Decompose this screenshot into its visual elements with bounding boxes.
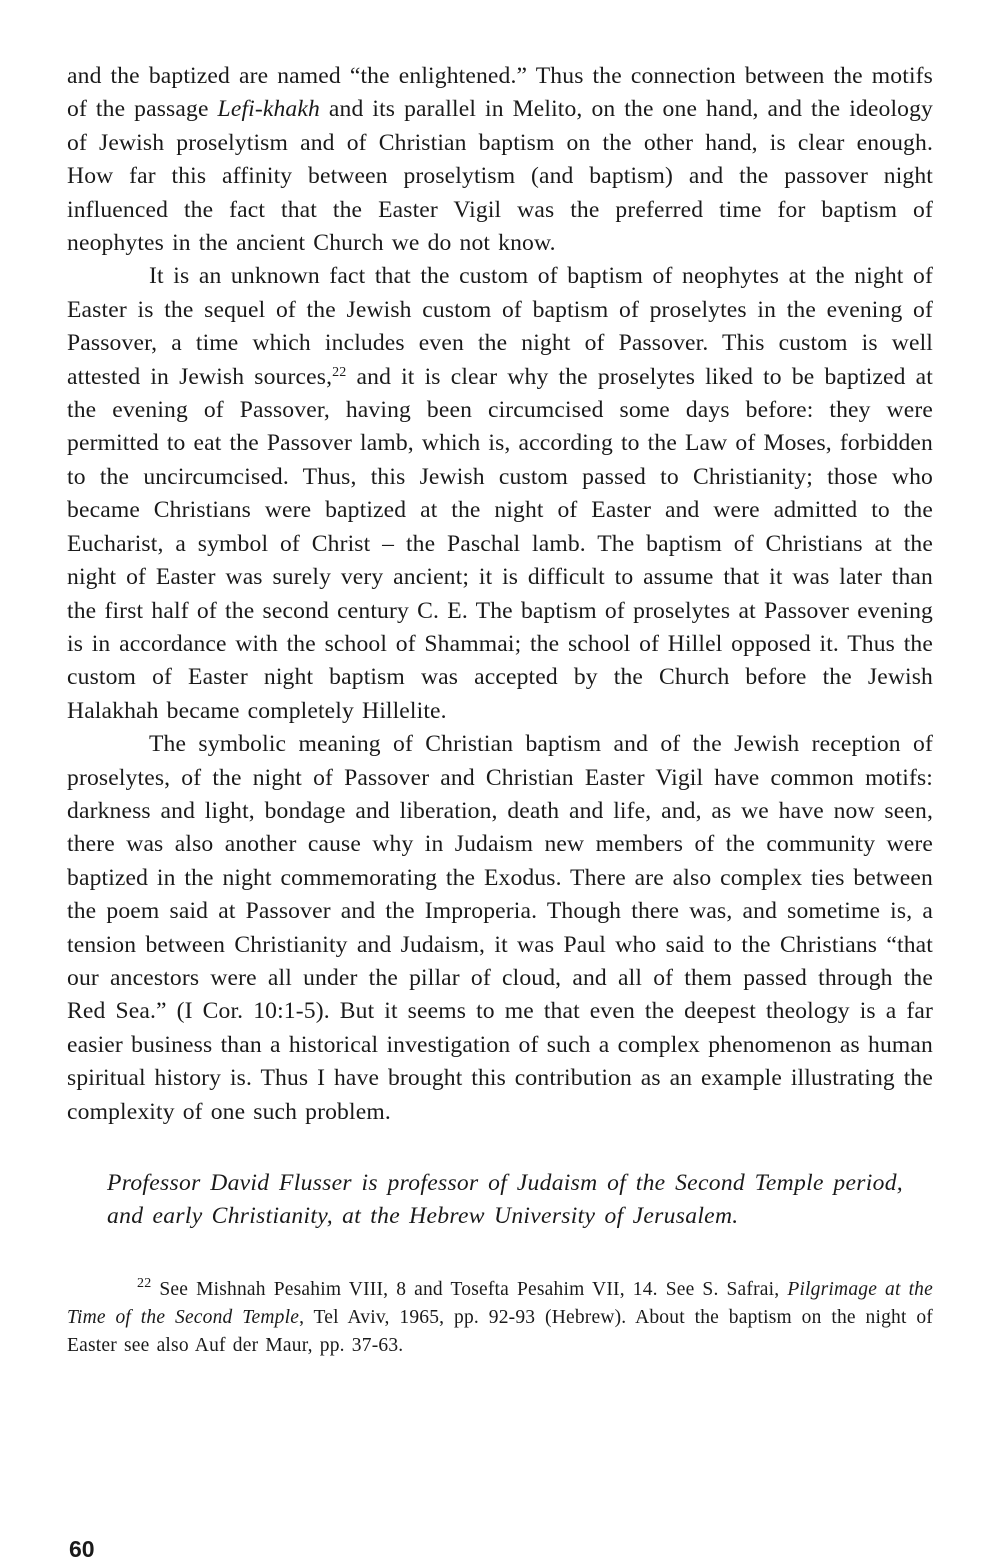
paragraph-3 [67,728,933,1129]
paragraph-2 [67,260,933,728]
footnote [67,1276,933,1360]
text-run: and its parallel in Melito, on the one hand, and the ideology of Jewish proselytism and of Christian baptism on the other hand, is clear enough. How far this affinity between proselytism (and baptism) and the passover night influenced the fact that the Easter Vigil was the preferred time for baptism of neophytes in the ancient Church we do not know. [67,96,933,257]
page-number: 60 [69,1536,95,1562]
text-run: It is an unknown fact that the custom of baptism of neophytes at the night of Easter is the sequel of the Jewish custom of baptism of proselytes in the evening of Passover, a time which includes even the night of Passover. This custom is well attested in Jewish sources, [67,263,933,390]
paragraph-1 [67,60,933,260]
passage-title: Lefi-khakh [217,96,320,123]
footnote-reference: 22 [332,364,347,380]
footnote-marker: 22 [137,1275,152,1291]
text-run: See Mishnah Pesahim VIII, 8 and Tosefta Pesahim VII, 14. See S. Safrai, [151,1278,788,1300]
text-run: and it is clear why the proselytes liked to be baptized at the evening of Passover, having been circumcised some days before: they were permitted to eat the Passover lamb, which is, according to the Law of Moses, forbidden to the uncircumcised. Thus, this Jewish custom passed to Christianity; those who became Christians were baptized at the night of Easter and were admitted to the Eucharist, a symbol of Christ – the Paschal lamb. The baptism of Christians at the night of Easter was surely very ancient; it is difficult to assume that it was later than the first half of the second century C. E. The baptism of proselytes at Passover evening is in accordance with the school of Shammai; the school of Hillel opposed it. Thus the custom of Easter night baptism was accepted by the Church before the Jewish Halakhah became completely Hillelite. [67,363,933,724]
text-run: The symbolic meaning of Christian baptism and of the Jewish reception of proselytes, of the night of Passover and Christian Easter Vigil have common motifs: darkness and light, bondage and liberation, death and life, and, as we have now seen, there was also another cause why in Judaism new members of the community were baptized in the night commemorating the Exodus. There are also complex ties between the poem said at Passover and the Improperia. Though there was, and sometime is, a tension between Christianity and Judaism, it was Paul who said to the Christians “that our ancestors were all under the pillar of cloud, and all of them passed through the Red Sea.” (I Cor. 10:1-5). But it seems to me that even the deepest theology is a far easier business than a historical investigation of such a complex phenomenon as human spiritual history is. Thus I have brought this contribution as an example illustrating the complexity of one such problem. [67,731,933,1125]
page-body [67,60,933,1360]
cited-work-title: Pilgrimage at the Time of the Second Temple [67,1278,933,1328]
text-run: , Tel Aviv, 1965, pp. 92-93 (Hebrew). About the baptism on the night of Easter see also Auf der Maur, pp. 37-63. [67,1306,933,1356]
text-run: and the baptized are named “the enlightened.” Thus the connection between the motifs of the passage [67,63,933,123]
author-bio: Professor David Flusser is professor of Judaism of the Second Temple period, and early Christianity, at the Hebrew University of Jerusalem. [107,1170,903,1230]
